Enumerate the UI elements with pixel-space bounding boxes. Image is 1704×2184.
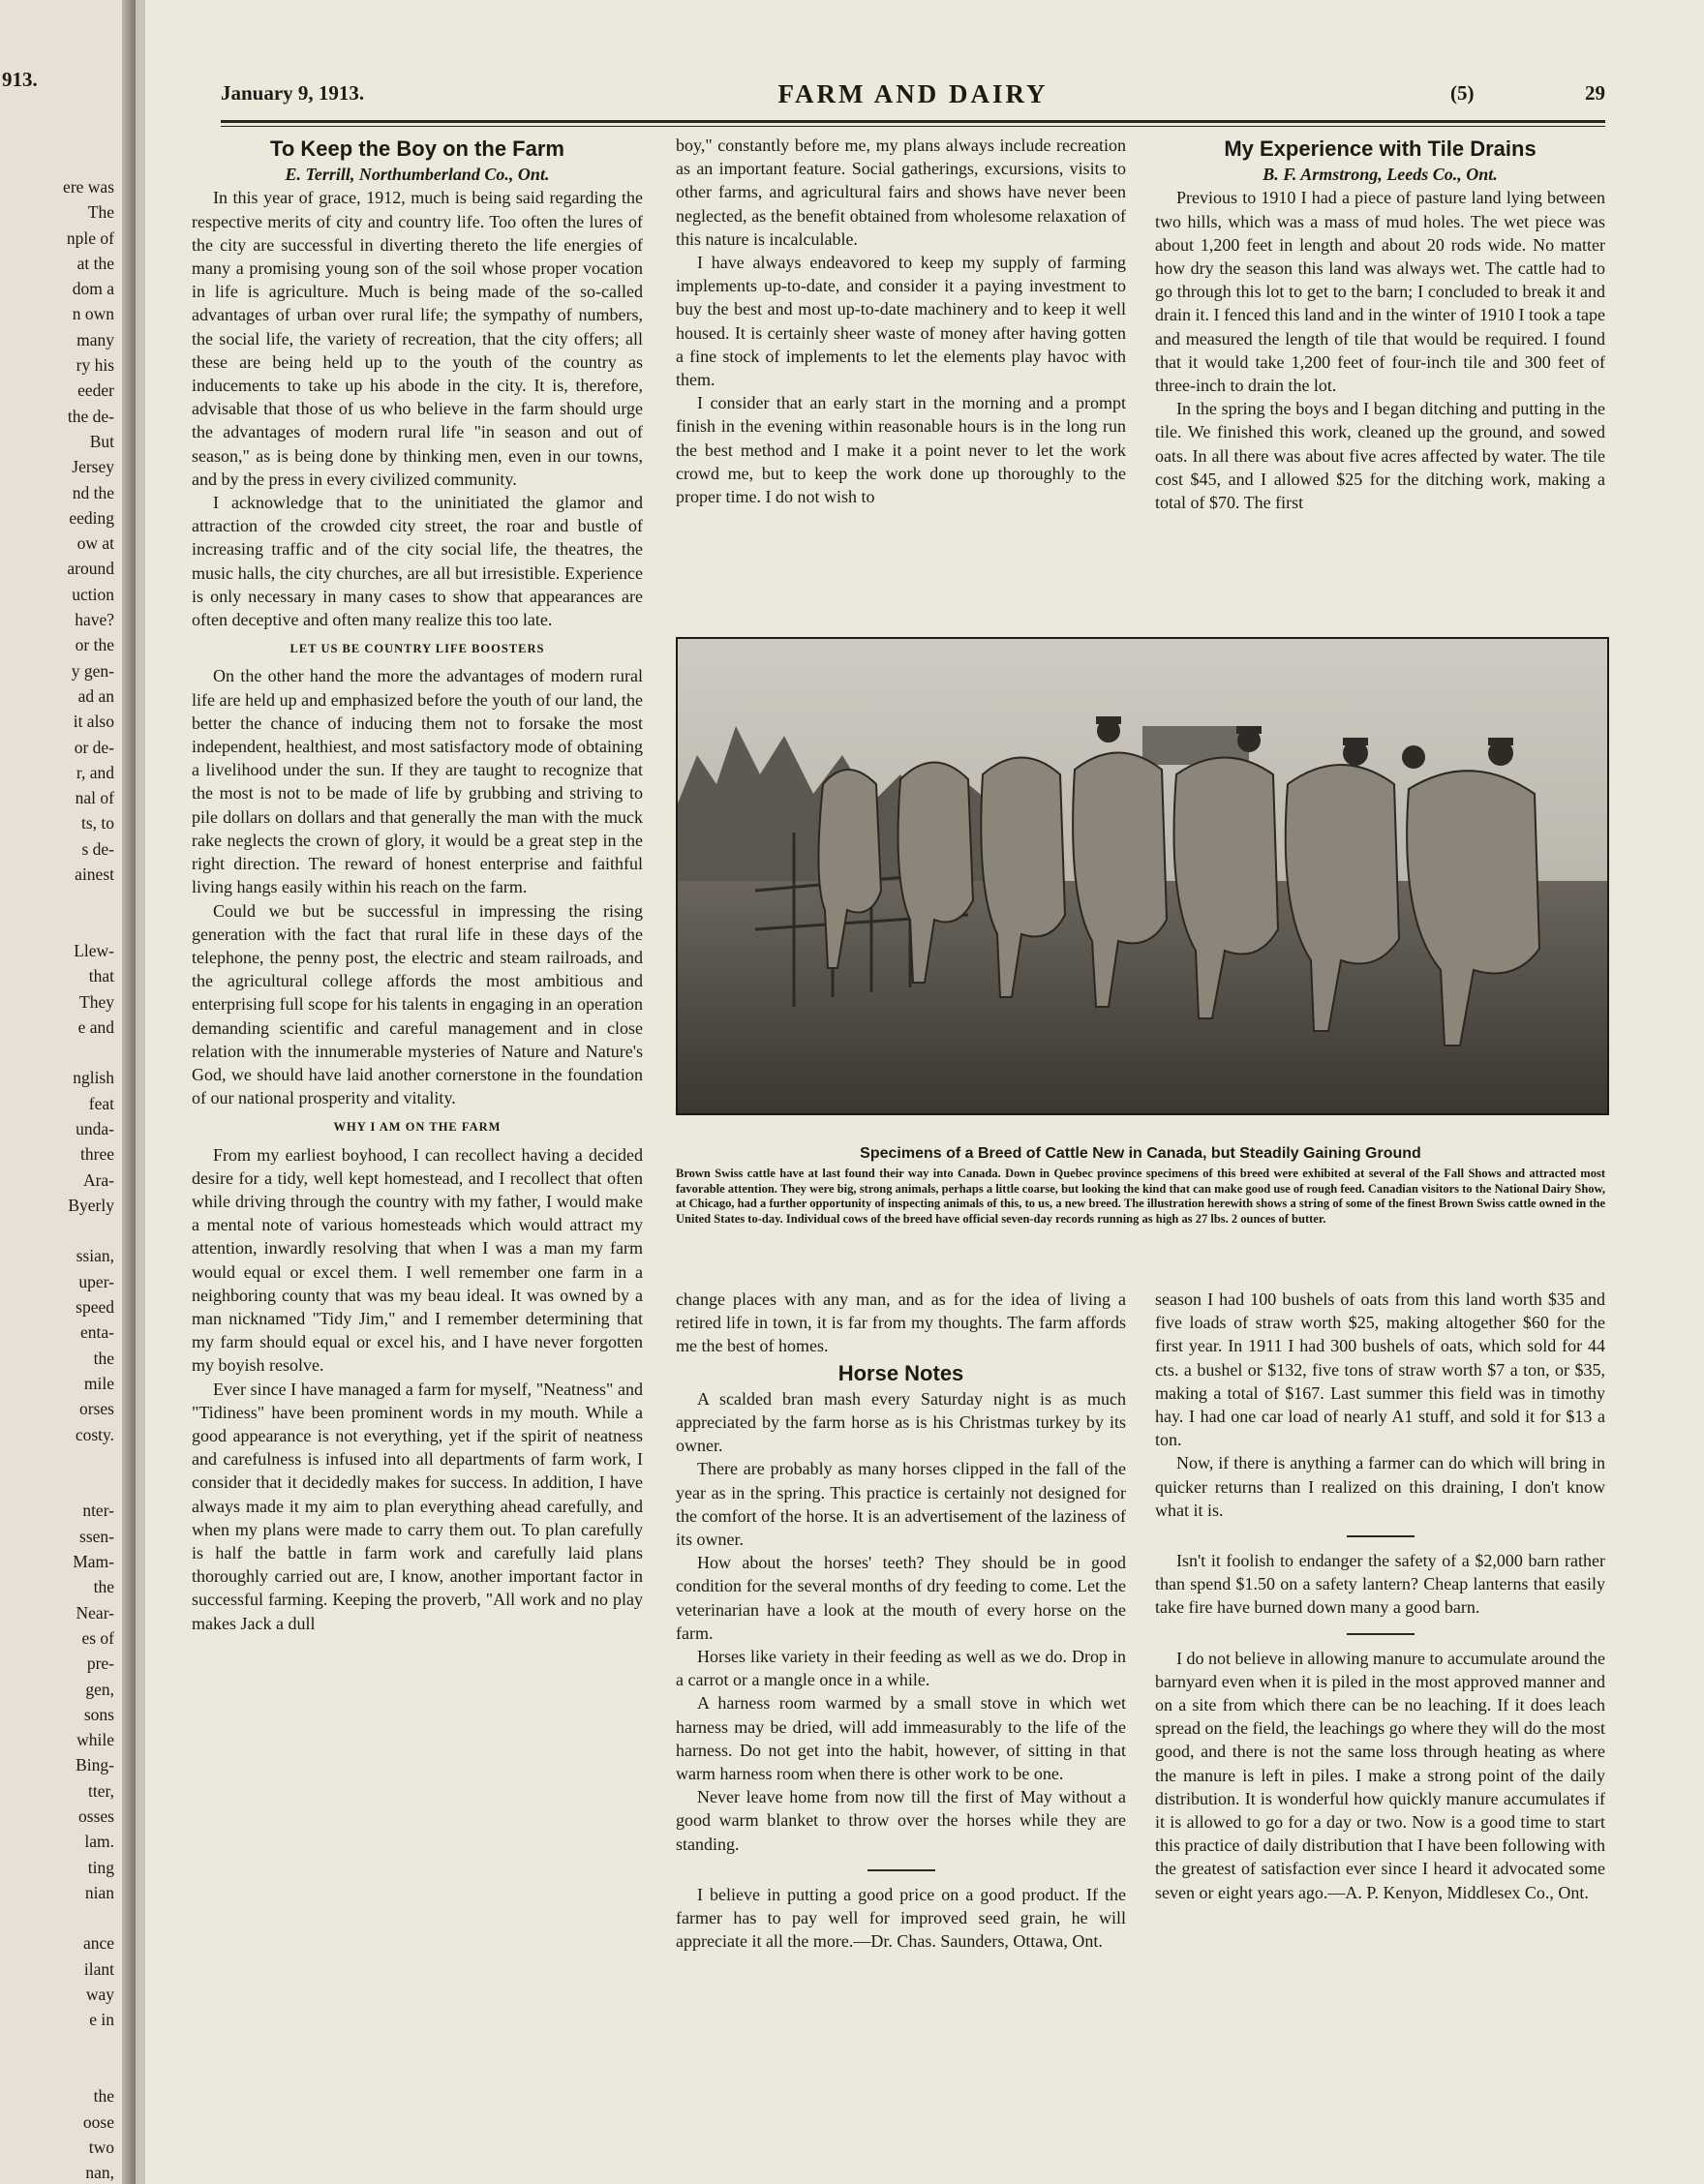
paragraph: Previous to 1910 I had a piece of pasture land lying between two hills, which was a mass of mud holes. The wet piece was about 1,200 feet in length and about 20 rods wide. No matter how dry the season this land was always wet. The cattle had to go through this lot to get to the barn; I concluded to break it and drain it. I fenced this land and in the winter of 1910 I took a tape and measured the length of tile that would be required. I found that it would take 1,200 feet of four-inch tile and 300 feet of three-inch to drain the lot. [1155, 188, 1605, 396]
previous-page-fragment-line: around [67, 559, 114, 579]
previous-page-fragment-line: But [89, 431, 114, 451]
previous-page-fragment-line [0, 1905, 114, 1930]
previous-page-fragment-line: nan, [85, 2163, 114, 2183]
paragraph: Now, if there is anything a farmer can do which will bring in quicker returns than I realized on this draining, I don't know what it is. [1155, 1453, 1605, 1520]
previous-page-fragment-line: unda- [76, 1118, 114, 1138]
paragraph: I consider that an early start in the morning and a prompt finish in the evening within reasonable hours is in the long run the best method and I make it a point never to let the work crowd me, but to keep the work done up thoroughly to the proper time. I do not wish to [676, 393, 1126, 507]
article-continuation [676, 134, 1126, 508]
previous-page-header: 913. [2, 68, 38, 91]
previous-page-fragment-line [0, 1472, 114, 1498]
paragraph: Ever since I have managed a farm for myself, "Neatness" and "Tidiness" have been prominent words in my mouth. While a good appearance is not everything, yet if the spirit of neatness and carefulness is infused into all departments of farm work, I consider that it decidedly makes for success. In addition, I have always made it my aim to plan everything ahead carefully, and when my plans were made to carry them out. To plan carefully is half the battle in farm work and carefully laid plans thoroughly carried out are, I know, another important factor in successful farming. Keeping the proverb, "All work and no play makes Jack a dull [192, 1379, 643, 1633]
previous-page-fragment-line: oose [82, 2111, 114, 2132]
paragraph: I believe in putting a good price on a good product. If the farmer has to pay well for improved seed grain, he will appreciate it all the more.—Dr. Chas. Saunders, Ottawa, Ont. [676, 1884, 1126, 1952]
previous-page-fragment-line: costy. [75, 1424, 114, 1444]
previous-page-fragment-line: dom a [72, 279, 114, 299]
previous-page-fragment-line [0, 2033, 114, 2058]
previous-page-fragment-line: Near- [76, 1602, 114, 1623]
previous-page-fragment-line: ting [87, 1857, 114, 1877]
subheading: LET US BE COUNTRY LIFE BOOSTERS [289, 642, 545, 656]
paragraph: A harness room warmed by a small stove in which wet harness may be dried, will add immeasurably to the life of the harness. Do not get into the habit, however, of sitting in that warm harness room when there is other work to be one. [676, 1693, 1126, 1784]
previous-page-fragment-line: many [76, 329, 114, 349]
paragraph: boy," constantly before me, my plans always include recreation as an important feature. Social gatherings, excursions, visits to other farms, and agricultural fairs and shows have never been neglected, as the benefit obtained from wholesome relaxation of this nature is incalculable. [676, 136, 1126, 249]
previous-page-edge [0, 0, 136, 2184]
previous-page-fragment-line: while [76, 1730, 114, 1750]
previous-page-fragment-line: nple of [66, 228, 114, 248]
page-gutter [122, 0, 136, 2184]
previous-page-fragment-line [0, 913, 114, 938]
header-rule [221, 120, 1605, 123]
subheading: WHY I AM ON THE FARM [333, 1120, 502, 1135]
paragraph: I acknowledge that to the uninitiated the glamor and attraction of the crowded city street, the roar and bustle of increasing traffic and of the city social life, the theatres, the music halls, the city churches, are all but irresistible. Experience is only necessary in many cases to show that appearances are often deceptive and often many realize this too late. [192, 493, 643, 630]
previous-page-fragment-line: r, and [76, 762, 114, 782]
previous-page-fragment-line: e and [77, 1016, 114, 1037]
previous-page-fragment-line: orses [79, 1399, 114, 1419]
previous-page-fragment-line: it also [73, 712, 114, 732]
previous-page-fragment-line: uction [72, 584, 114, 604]
section-number: (5) [1450, 81, 1475, 105]
previous-page-fragment-line: nd the [72, 482, 114, 502]
masthead: FARM AND DAIRY [777, 79, 1049, 108]
separator [1347, 1535, 1415, 1537]
previous-page-fragment-line: ere was [63, 177, 114, 197]
newspaper-page [145, 0, 1704, 2184]
previous-page-fragment-line: n own [72, 304, 114, 324]
paragraph: From my earliest boyhood, I can recollect having a decided desire for a tidy, well kept homestead, and I recollect that often while driving through the country with my father, I would make a mental note of various homesteads which would attract my attention, inwardly resolving that when I was a man my farm would equal or excel them. I well remember one farm in a neighboring county that was my beau ideal. It was owned by a man nicknamed "Tidy Jim," and I remember determining that my farm should equal or excel his, and I have never forgotten my boyish resolve. [192, 1144, 643, 1376]
article-byline: B. F. Armstrong, Leeds Co., Ont. [1263, 165, 1498, 185]
paragraph: How about the horses' teeth? They should be in good condition for the several months of dry feeding to come. Let the veterinarian have a look at the mouth of every horse on the farm. [676, 1553, 1126, 1643]
paragraph: season I had 100 bushels of oats from this land worth $35 and five loads of straw worth $25, making altogether $60 for the first year. In 1911 I had 300 bushels of oats, which sold for 44 cts. a bushel or $132, five tons of straw worth $7 a ton, or $35, making a total of $167. Last summer this field was in timothy hay. I had one car load of nearly A1 stuff, and sold it for $13 a ton. [1155, 1289, 1605, 1450]
caption-text: Brown Swiss cattle have at last found their way into Canada. Down in Quebec province specimens of this breed were exhibited at several of the Fall Shows and attracted most favorable attention. They were big, strong animals, perhaps a little coarse, but looking the kind that can make good use of rough feed. Canadian visitors to the National Dairy Show, at Chicago, had a further opportunity of inspecting animals of this, to us, a new breed. The illustration herewith shows a string of some of the finest Brown Swiss cattle owned in the United States to-day. Individual cows of the breed have official seven-day records running as high as 27 lbs. 2 ounces of butter. [676, 1167, 1605, 1226]
paragraph: I have always endeavored to keep my supply of farming implements up-to-date, and consider it a paying investment to buy the best and most up-to-date machinery and to keep it well housed. It is certainly sheer waste of money after having gotten a fine stock of implements to let the elements play havoc with them. [676, 253, 1126, 390]
paragraph: Horses like variety in their feeding as well as we do. Drop in a carrot or a mangle once in a while. [676, 1647, 1126, 1690]
previous-page-fragment-line: two [88, 2137, 114, 2157]
previous-page-fragment-line: y gen- [71, 660, 114, 681]
previous-page-fragment-line: the [93, 1577, 114, 1597]
previous-page-fragment-line: mile [83, 1373, 114, 1393]
previous-page-fragment-line: Ara- [82, 1169, 114, 1190]
paragraph: Isn't it foolish to endanger the safety of a $2,000 barn rather than spend $1.50 on a safety lantern? Cheap lanterns that easily take fire have burned down many a good barn. [1155, 1551, 1605, 1618]
article-horse-notes [676, 1288, 1126, 1953]
previous-page-fragment-line: e in [89, 2010, 114, 2030]
previous-page-fragment-line: Mam- [73, 1552, 114, 1572]
previous-page-fragment-line: three [80, 1144, 114, 1165]
previous-page-fragment-line [0, 887, 114, 912]
previous-page-fragment-line: Byerly [68, 1195, 114, 1215]
article-keep-boy-on-farm [192, 134, 643, 1635]
previous-page-fragment-line: nal of [75, 788, 114, 808]
previous-page-fragment-line [0, 2058, 114, 2083]
header-rule-thin [221, 126, 1605, 127]
previous-page-fragment-line: way [85, 1985, 114, 2005]
previous-page-fragment-line: lam. [84, 1832, 114, 1852]
paragraph: Could we but be successful in impressing the rising generation with the fact that rural life in these days of the telephone, the penny post, the electric and steam railroads, and the agricultural college affords the most ambitious and enterprising full scope for his talents in engaging in an operation demanding scientific and careful management and in close relation with the innumerable mysteries of Nature and Nature's God, we should have laid another cornerstone in the foundation of our national prosperity and vitality. [192, 900, 643, 1108]
previous-page-text-fragments [0, 174, 114, 2184]
previous-page-fragment-line [0, 1447, 114, 1472]
article-title: My Experience with Tile Drains [1224, 136, 1537, 161]
previous-page-fragment-line: nian [84, 1882, 114, 1902]
paragraph: In this year of grace, 1912, much is being said regarding the respective merits of city and country life. Too often the lures of the city are successful in diverting thereto the life energies of many a promising young son of the soil whose proper vocation in life is agriculture. Much is being made of the so-called advantages of urban over rural life; the sympathy of numbers, the social life, the variety of recreation, that the city offers; all these are being held up to the youth of the country as inducements to take up his abode in the city. It is, therefore, advisable that those of us who believe in the farm should urge the advantages of modern rural life "in season and out of season," as is being done by thinking men, even in our towns, and by the press in every civilized community. [192, 188, 643, 489]
previous-page-fragment-line: that [88, 966, 114, 986]
previous-page-fragment-line: Bing- [76, 1755, 114, 1775]
cattle-photograph [676, 637, 1609, 1115]
previous-page-fragment-line: or the [75, 635, 114, 655]
article-tile-drains-continued [1155, 1288, 1605, 1904]
previous-page-fragment-line: ssian, [76, 1246, 114, 1266]
page-header [221, 77, 1605, 110]
previous-page-fragment-line: nter- [82, 1501, 114, 1521]
previous-page-fragment-line: the de- [67, 406, 114, 426]
previous-page-fragment-line: eeding [69, 507, 114, 528]
previous-page-fragment-line: sons [83, 1704, 114, 1724]
paragraph: I do not believe in allowing manure to accumulate around the barnyard even when it is piled in the most approved manner and on a site from which there can be no leaching. If it does leach spread on the field, the leachings go where they will do the most good, and there is not the same loss through heating as where the manure is left in piles. I make a strong point of the daily distribution. It is wonderful how quickly manure accumulates if it is allowed to go for a day or two. Now is a good time to start this practice of daily distribution that I have been following with the greatest of satisfaction ever since I heard it advocated some seven or eight years ago.—A. P. Kenyon, Middlesex Co., Ont. [1155, 1648, 1605, 1902]
previous-page-fragment-line [0, 1218, 114, 1243]
issue-date: January 9, 1913. [221, 81, 365, 105]
previous-page-fragment-line: eeder [77, 380, 114, 401]
previous-page-fragment-line: enta- [80, 1322, 114, 1343]
previous-page-fragment-line: uper- [78, 1271, 114, 1291]
previous-page-fragment-line: ry his [76, 355, 114, 376]
previous-page-fragment-line: have? [75, 610, 114, 630]
article-tile-drains [1155, 134, 1605, 514]
previous-page-fragment-line: ssen- [79, 1526, 114, 1546]
previous-page-fragment-line: ow at [76, 533, 114, 554]
previous-page-fragment-line: es of [81, 1627, 114, 1648]
paragraph: In the spring the boys and I began ditching and putting in the tile. We finished this work, cleaned up the ground, and sowed oats. In all there was about five acres affected by water. The tile cost $45, and I allowed $25 for the ditching work, making a total of $70. The first [1155, 399, 1605, 513]
previous-page-fragment-line: tter, [88, 1780, 114, 1801]
previous-page-fragment-line: s de- [81, 838, 114, 859]
previous-page-fragment-line: the [93, 2086, 114, 2107]
previous-page-fragment-line: They [79, 991, 114, 1012]
previous-page-fragment-line: pre- [86, 1653, 114, 1674]
previous-page-fragment-line: The [87, 202, 114, 223]
separator [1347, 1633, 1415, 1635]
previous-page-fragment-line: speed [76, 1297, 114, 1318]
page-number: 29 [1585, 81, 1605, 105]
photo-caption [676, 1145, 1605, 1227]
previous-page-fragment-line: ad an [77, 685, 114, 706]
paragraph: On the other hand the more the advantages of modern rural life are held up and emphasized before the youth of our land, the better the chance of inducing them not to forsake the most independent, healthiest, and most satisfactory mode of obtaining a livelihood under the sun. If they are taught to recognize that the most is not to be made of life by grubbing and striving to pile dollars on dollars and that generally the man with the muck rake neglects the crown of glory, it would be a great step in the right direction. The reward of honest enterprise and faithful living hangs easily within his reach on the farm. [192, 666, 643, 897]
caption-title: Specimens of a Breed of Cattle New in Canada, but Steadily Gaining Ground [860, 1145, 1421, 1162]
previous-page-fragment-line: at the [76, 253, 114, 273]
previous-page-fragment-line: Jersey [72, 457, 114, 477]
previous-page-fragment-line: feat [88, 1093, 114, 1113]
previous-page-fragment-line [0, 1040, 114, 1065]
article-title: To Keep the Boy on the Farm [270, 136, 564, 161]
previous-page-fragment-line: the [93, 1348, 114, 1368]
article-title: Horse Notes [837, 1360, 964, 1385]
paragraph: There are probably as many horses clipped in the fall of the year as in the spring. This practice is certainly not designed for the comfort of the horse. It is an advertisement of the laziness of its owner. [676, 1459, 1126, 1550]
previous-page-fragment-line: nglish [73, 1068, 114, 1088]
previous-page-fragment-line: ts, to [80, 813, 114, 834]
previous-page-fragment-line: ainest [75, 864, 114, 885]
previous-page-fragment-line: osses [78, 1806, 114, 1826]
previous-page-fragment-line: gen, [85, 1679, 114, 1699]
article-byline: E. Terrill, Northumberland Co., Ont. [285, 165, 550, 185]
separator [867, 1869, 935, 1871]
paragraph: A scalded bran mash every Saturday night is as much appreciated by the farm horse as is his Christmas turkey by its owner. [676, 1388, 1126, 1456]
paragraph: Never leave home from now till the first of May without a good warm blanket to throw over the horses while they are standing. [676, 1787, 1126, 1854]
previous-page-fragment-line: ilant [83, 1958, 114, 1979]
previous-page-fragment-line: ance [82, 1933, 114, 1954]
previous-page-fragment-line: Llew- [74, 940, 114, 960]
paragraph: change places with any man, and as for the idea of living a retired life in town, it is far from my thoughts. The farm affords me the best of homes. [676, 1289, 1126, 1356]
previous-page-fragment-line: or de- [74, 737, 114, 757]
